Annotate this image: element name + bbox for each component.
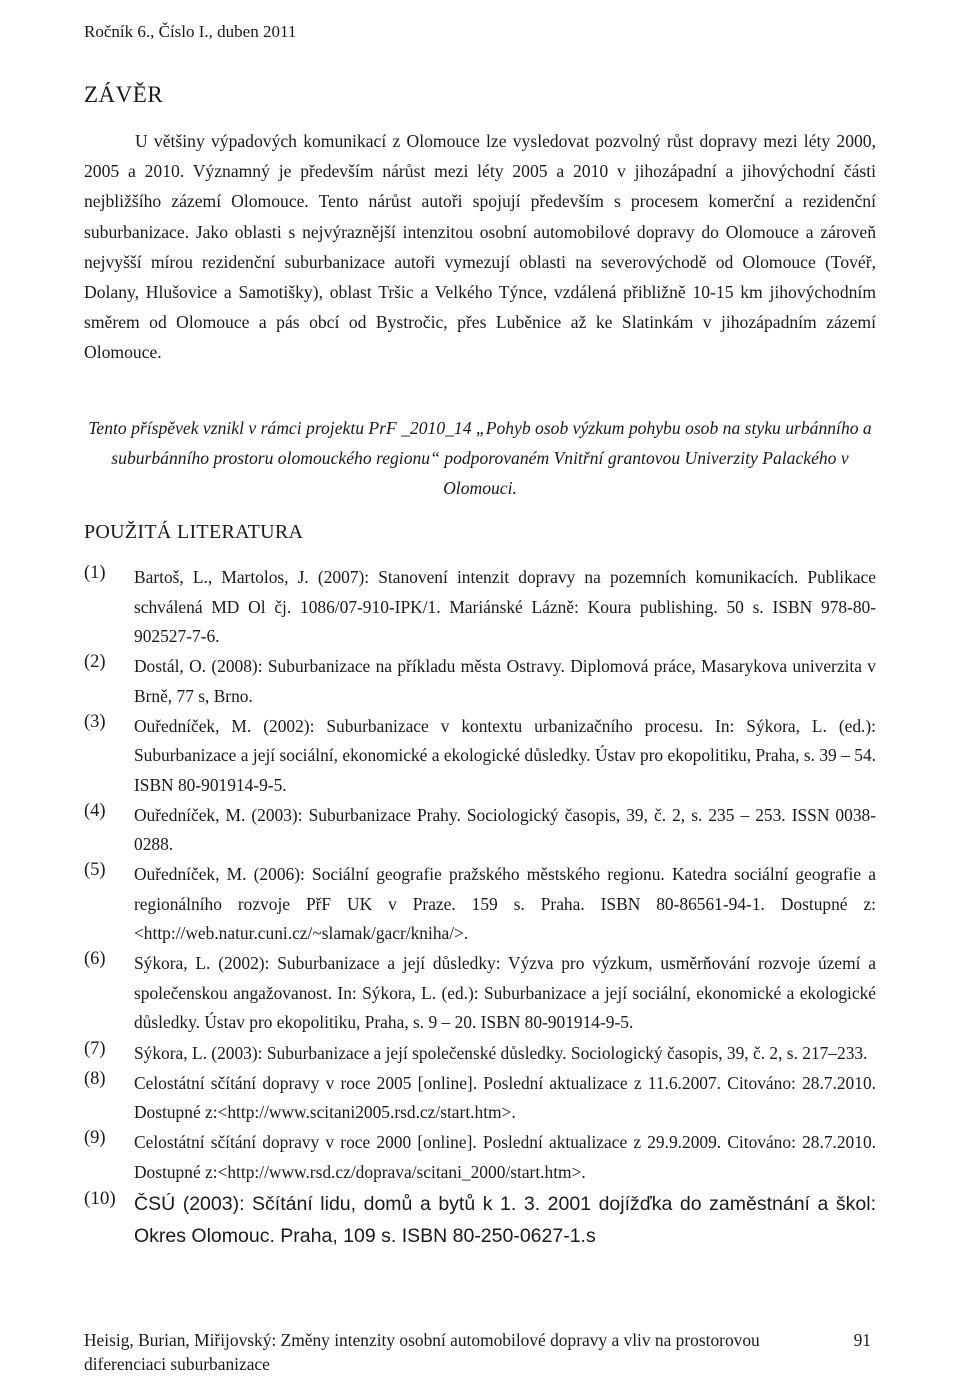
- reference-item-10: [84, 1188, 876, 1252]
- reference-number: (6): [84, 949, 106, 970]
- conclusion-paragraph: U většiny výpadových komunikací z Olomouce lze vysledovat pozvolný růst dopravy mezi léty 2000, 2005 a 2010. Významný je především nárůst mezi léty 2005 a 2010 v jihozápadní a jihovýchodní části nejbližšího zázemí Olomouce. Tento nárůst autoři spojují především s procesem komerční a rezidenční suburbanizace. Jako oblasti s nejvýraznější intenzitou osobní automobilové dopravy do Olomouce a zároveň nejvyšší mírou rezidenční suburbanizace autoři vymezují oblasti na severovýchodě od Olomouce (Tovéř, Dolany, Hlušovice a Samotišky), oblast Tršic a Velkého Týnce, vzdálená přibližně 10-15 km jihovýchodním směrem od Olomouce a pás obcí od Bystročic, přes Luběnice až ke Slatinkám v jihozápadním zázemí Olomouce.: [84, 131, 876, 363]
- acknowledgement-note: Tento příspěvek vznikl v rámci projektu PrF _2010_14 „Pohyb osob výzkum pohybu osob na styku urbánního a suburbánního prostoru olomouckého regionu“ podporovaném Vnitřní grantovou Univerzity Palackého v Olomouci.: [88, 418, 872, 499]
- reference-number: (2): [84, 652, 106, 673]
- reference-item-5: [84, 860, 876, 949]
- reference-number: (1): [84, 563, 106, 583]
- reference-text: Dostál, O. (2008): Suburbanizace na příkladu města Ostravy. Diplomová práce, Masarykova univerzita v Brně, 77 s, Brno.: [134, 656, 876, 706]
- reference-text: Sýkora, L. (2003): Suburbanizace a její společenské důsledky. Sociologický časopis, 39, č. 2, s. 217–233.: [134, 1042, 868, 1063]
- reference-item-2: [84, 652, 876, 711]
- reference-text: Ouředníček, M. (2003): Suburbanizace Prahy. Sociologický časopis, 39, č. 2, s. 235 – 253. ISSN 0038-0288.: [134, 804, 876, 855]
- reference-item-3: [84, 712, 876, 801]
- reference-text: Celostátní sčítání dopravy v roce 2000 [online]. Poslední aktualizace z 29.9.2009. Citováno: 28.7.2010. Dostupné z:<http://www.rsd.cz/doprava/scitani_2000/start.htm>.: [134, 1132, 876, 1182]
- reference-text: Sýkora, L. (2002): Suburbanizace a její důsledky: Výzva pro výzkum, usměrňování rozvoje území a společenskou angažovanost. In: Sýkora, L. (ed.): Suburbanizace a její sociální, ekonomické a ekologické důsledky. Ústav pro ekopolitiku, Praha, s. 9 – 20. ISBN 80-901914-9-5.: [134, 953, 876, 1033]
- reference-number: (4): [84, 800, 106, 821]
- reference-text: ČSÚ (2003): Sčítání lidu, domů a bytů k 1. 3. 2001 dojížďka do zaměstnání a škol: Okres Olomouc. Praha, 109 s. ISBN 80-250-0627-1.s: [134, 1192, 876, 1247]
- reference-number: (10): [84, 1187, 116, 1209]
- reference-item-4: [84, 801, 876, 860]
- reference-item-1: [84, 563, 876, 652]
- footer-text: Heisig, Burian, Miřijovský: Změny intenzity osobní automobilové dopravy a vliv na prostorovou diferenciaci suburbanizace: [84, 1330, 760, 1374]
- conclusion-heading: ZÁVĚR: [84, 82, 164, 107]
- page-footer: [84, 1328, 876, 1376]
- reference-number: (7): [84, 1038, 106, 1059]
- reference-number: (8): [84, 1068, 106, 1089]
- reference-text: Celostátní sčítání dopravy v roce 2005 [online]. Poslední aktualizace z 11.6.2007. Citováno: 28.7.2010. Dostupné z:<http://www.scitani2005.rsd.cz/start.htm>.: [134, 1072, 876, 1123]
- reference-item-7: [84, 1039, 876, 1069]
- reference-item-9: [84, 1128, 876, 1187]
- reference-list: [84, 563, 876, 1252]
- reference-text: Ouředníček, M. (2006): Sociální geografie pražského městského regionu. Katedra sociální geografie a regionálního rozvoje PřF UK v Praze. 159 s. Praha. ISBN 80-86561-94-1. Dostupné z: <http://web.natur.cuni.cz/~slamak/gacr/kniha/>.: [134, 864, 876, 944]
- literature-heading: POUŽITÁ LITERATURA: [84, 521, 304, 543]
- running-header: Ročník 6., Číslo I., duben 2011: [84, 22, 297, 41]
- page-number: 91: [853, 1330, 871, 1350]
- reference-number: (3): [84, 711, 106, 732]
- reference-number: (9): [84, 1128, 106, 1149]
- reference-item-6: [84, 949, 876, 1038]
- reference-number: (5): [84, 860, 106, 881]
- reference-text: Ouředníček, M. (2002): Suburbanizace v kontextu urbanizačního procesu. In: Sýkora, L. (ed.): Suburbanizace a její sociální, ekonomické a ekologické důsledky. Ústav pro ekopolitiku, Praha, s. 39 – 54. ISBN 80-901914-9-5.: [134, 715, 876, 795]
- reference-text: Bartoš, L., Martolos, J. (2007): Stanovení intenzit dopravy na pozemních komunikacích. Publikace schválená MD Ol čj. 1086/07-910-IPK/1. Mariánské Lázně: Koura publishing. 50 s. ISBN 978-80-902527-7-6.: [134, 567, 876, 646]
- reference-item-8: [84, 1069, 876, 1128]
